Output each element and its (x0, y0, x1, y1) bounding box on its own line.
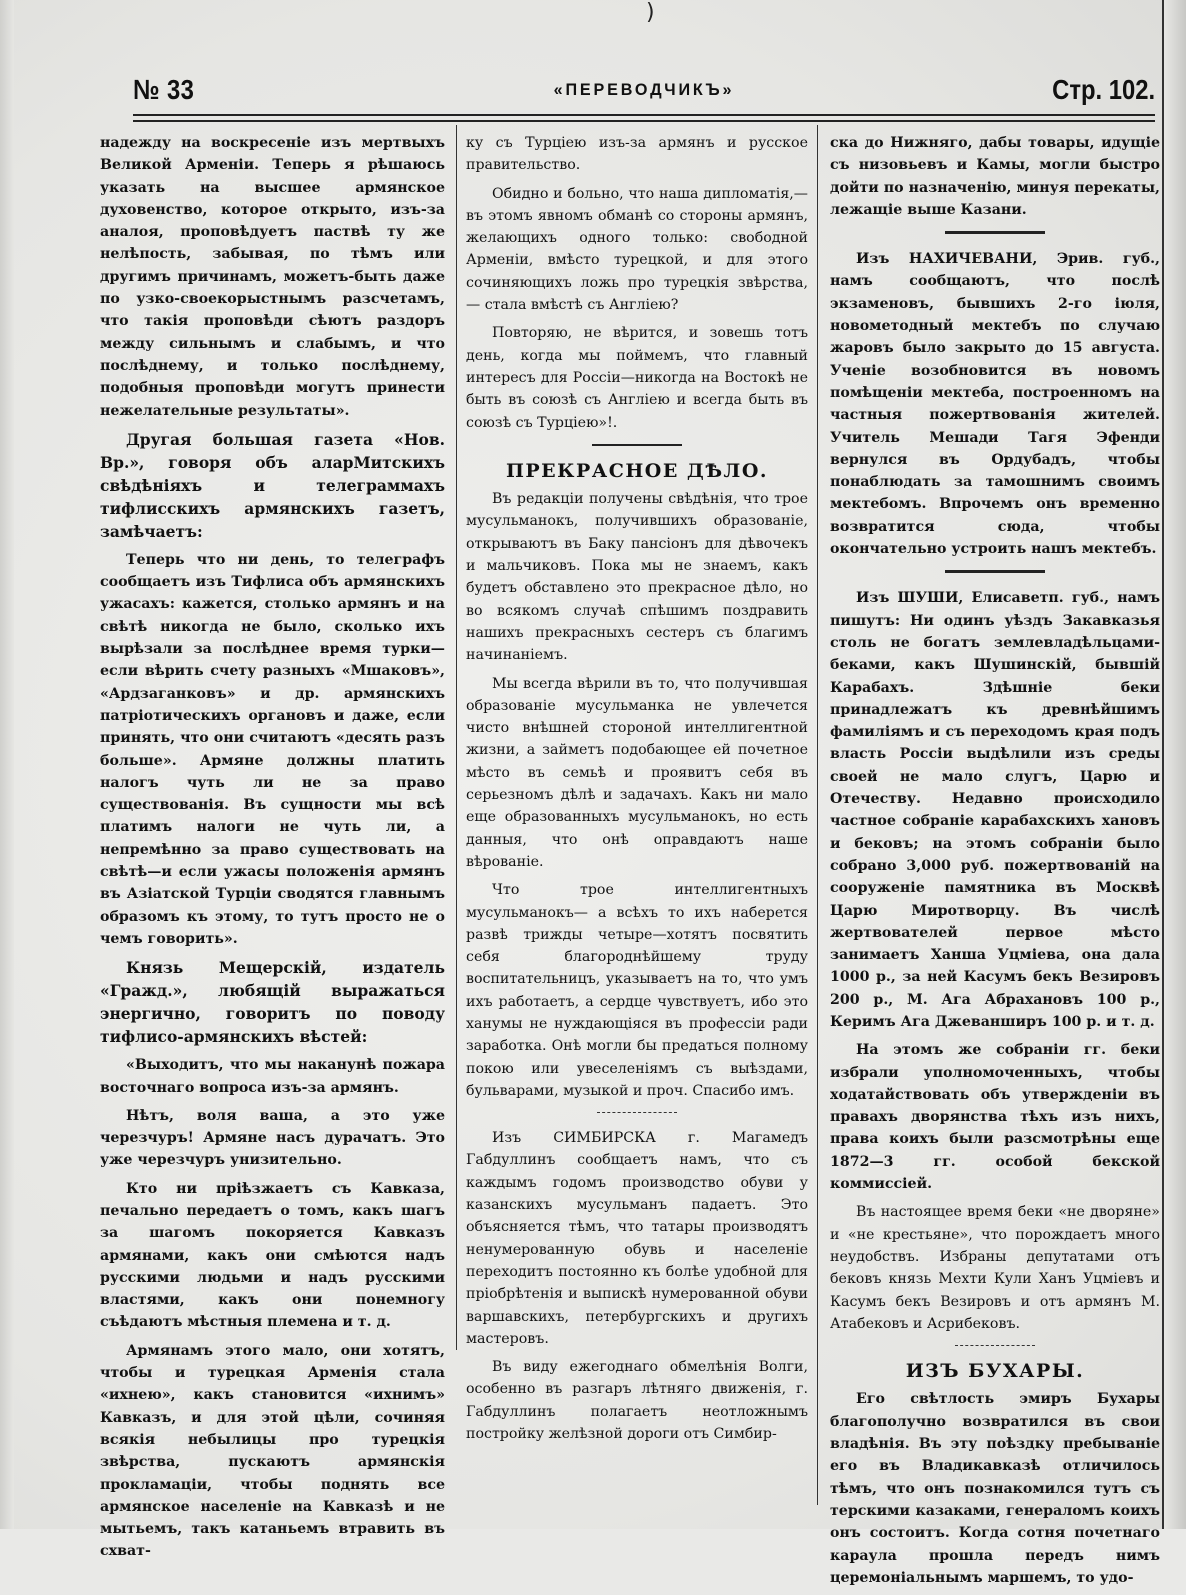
section-separator (597, 1112, 677, 1113)
news-paragraph: Въ настоящее время беки «не дворяне» и «не крестьяне», что порождаетъ много неудобствъ. Избраны депутатами отъ бековъ князь Мехти Кули Ханъ Уцміевъ и Касумъ бекъ Везировъ и отъ армянъ М. Атабековъ и Асрибековъ. (830, 1204, 1160, 1332)
quote-paragraph: Повторяю, не вѣрится, и зовешь тотъ день, когда мы поймемъ, что главный интересъ для Россіи—никогда на Востокѣ не быть въ союзѣ съ Англіею и всегда быть въ союзѣ съ Турціею»!. (466, 325, 808, 431)
column-divider (817, 125, 818, 1505)
lead-paragraph: Другая большая газета «Нов. Вр.», говоря объ аларМитскихъ свѣдѣніяхъ и телеграммахъ тифлисскихъ армянскихъ газетъ, замѣчаетъ: (100, 429, 445, 541)
article-paragraph: Мы всегда вѣрили въ то, что получившая образованіе мусульманка не увлечется чисто внѣшней стороной интеллигентной жизни, а займетъ подобающее ей почетное мѣсто въ семьѣ и проявитъ себя въ серьезномъ дѣлѣ и задачахъ. Какъ ни мало еще образованныхъ мусульманокъ, но есть данныя, что онѣ оправдаютъ наше вѣрованіе. (466, 675, 808, 870)
column-divider (456, 125, 457, 1350)
article-paragraph: Что трое интеллигентныхъ мусульманокъ— а всѣхъ то ихъ наберется развѣ трижды четыре—хотятъ посвятить себя благороднѣйшему труду воспитательницъ, указываетъ на то, что умъ ихъ работаетъ, а сердце чувствуетъ, ибо это ханумы не нуждающіяся въ профессіи ради заработка. Онѣ могли бы предаться полному покою или увеселеніямъ съ выѣздами, бульварами, музыкой и проч. Спасибо имъ. (466, 882, 808, 1099)
paragraph: ку съ Турціею изъ-за армянъ и русское правительство. (466, 135, 808, 174)
scan-mark: ) (646, 0, 655, 25)
section-separator (592, 444, 682, 446)
issue-number: № 33 (133, 74, 195, 105)
article-heading: ПРЕКРАСНОЕ ДѢЛО. (505, 459, 769, 482)
article-paragraph: Въ редакціи получены свѣдѣнія, что трое мусульманокъ, получившихъ образованіе, открываютъ въ Баку пансіонъ для дѣвочекъ и мальчиковъ. Пока мы не знаемъ, какъ будетъ обставлено это прекрасное дѣло, но во всякомъ случаѣ спѣшимъ поздравить нашихъ прекрасныхъ сестеръ съ благимъ начинаніемъ. (466, 491, 808, 664)
news-paragraph: На этомъ же собраніи гг. беки избрали уполномоченныхъ, чтобы ходатайствовать объ утвержденіи въ правахъ дворянства тѣхъ изъ нихъ, права коихъ были разсмотрѣны еще 1872—3 гг. особой бекской коммиссіей. (830, 1042, 1160, 1193)
column-middle (466, 132, 808, 1451)
column-right (830, 132, 1160, 1595)
section-separator (955, 1345, 1035, 1346)
quote-paragraph: Кто ни пріѣзжаетъ съ Кавказа, печально передаетъ о томъ, какъ шагъ за шагомъ покоряется Кавказъ армянами, какъ они смѣются надъ русскими людьми и надъ русскими властями, какъ они понемногу съѣдаютъ мѣстныя племена и т. д. (100, 1180, 445, 1331)
section-separator (945, 231, 1045, 234)
news-paragraph: Въ виду ежегоднаго обмелѣнія Волги, особенно въ разгаръ лѣтняго движенія, г. Габдуллинъ полагаетъ неотложнымъ постройку желѣзной дороги отъ Симбир- (466, 1359, 808, 1443)
section-separator (945, 570, 1045, 573)
news-paragraph: Изъ НАХИЧЕВАНИ, Эрив. губ., намъ сообщаютъ, что послѣ экзаменовъ, бывшихъ 2-го іюля, новометодный мектебъ по случаю жаровъ было закрыто до 15 августа. Ученіе возобновится въ новомъ помѣщеніи мектеба, построенномъ на частныя пожертвованія жителей. Учитель Мешади Тагя Эфенди вернулся въ Ордубадъ, чтобы понаблюдать за тамошнимъ своимъ мектебомъ. Впрочемъ онъ временно возвратится сюда, чтобы окончательно устроить нашъ мектебъ. (830, 251, 1160, 558)
quote-paragraph: Армянамъ этого мало, они хотятъ, чтобы и турецкая Арменія стала «ихнею», какъ становится «ихнимъ» Кавказъ, и для этой цѣли, сочиняя всякія небылицы про турецкія звѣрства, пускаютъ армянскія прокламаціи, чтобы поднять все армянское населеніе на Кавказѣ и не мытьемъ, такъ катаньемъ втравить въ схват- (100, 1342, 445, 1560)
article-heading: ИЗЪ БУХАРЫ. (905, 1360, 1085, 1383)
quote-paragraph: Теперь что ни день, то телеграфъ сообщаетъ изъ Тифлиса объ армянскихъ ужасахъ: кажется, столько армянъ и на свѣтѣ никогда не было, сколько ихъ вырѣзали за послѣднее время турки—если вѣрить счету разныхъ «Мшаковъ», «Ардзаганковъ» и др. армянскихъ патріотическихъ органовъ и даже, если принять, что они считаютъ «десять разъ больше». Армяне должны платить налогъ чуть ли не за право существованія. Въ сущности мы всѣ платимъ налоги не чуть ли, а непремѣнно за право существовать на свѣтѣ—и если ужасы положенія армянъ въ Азіатской Турціи сводятся главнымъ образомъ къ этому, то тутъ просто не о чемъ говорить». (100, 551, 445, 947)
page-edge-left (0, 0, 14, 1529)
article-paragraph: Его свѣтлость эмиръ Бухары благополучно возвратился въ свои владѣнія. Въ эту поѣздку пребываніе его въ Владикавказѣ отличилось тѣмъ, что онъ познакомился тутъ съ терскими казаками, генераломъ коихъ онъ состоитъ. Когда сотня почетнаго караула прошла передъ нимъ церемоніальнымъ маршемъ, то удо- (830, 1391, 1160, 1586)
page-number: Стр. 102. (1052, 74, 1155, 105)
quote-paragraph: «Выходитъ, что мы наканунѣ пожара восточнаго вопроса изъ-за армянъ. (100, 1057, 445, 1096)
news-paragraph: Изъ СИМБИРСКА г. Магамедъ Габдуллинъ сообщаетъ намъ, что съ каждымъ годомъ производство обуви у казанскихъ мусульманъ падаетъ. Это объясняется тѣмъ, что татары производятъ ненумерованную обувь и населеніе переходитъ постоянно къ болѣе удобной для пріобрѣтенія и выпискѣ нумерованной обуви варшавскихъ, петербургскихъ и другихъ мастеровъ. (466, 1130, 808, 1347)
quote-paragraph: Обидно и больно, что наша дипломатія,—въ этомъ явномъ обманѣ со стороны армянъ, желающихъ одного только: свободной Арменіи, вмѣсто турецкой, и для этого сочиняющихъ ложь про турецкія звѣрства, — стала вмѣстѣ съ Англіею? (466, 185, 808, 314)
page-edge-right (1162, 0, 1186, 1529)
masthead-rule (133, 114, 1155, 124)
masthead (133, 74, 1155, 114)
news-paragraph: Изъ ШУШИ, Елисаветп. губ., намъ пишутъ: Ни одинъ уѣздъ Закавказья столь не богатъ землевладѣльцами-беками, какъ Шушинскій, бывшій Карабахъ. Здѣшніе беки принадлежатъ къ древнѣйшимъ фамиліямъ и съ переходомъ края подъ власть Россіи выдѣлили изъ среды своей не мало слугъ, Царю и Отечеству. Недавно происходило частное собраніе карабахскихъ хановъ и бековъ; на этомъ собраніи было собрано 3,000 руб. пожертвованій на сооруженіе памятника въ Москвѣ Царю Миротворцу. Въ числѣ жертвователей первое мѣсто занимаетъ Ханша Уцміева, она дала 1000 р., за ней Касумъ бекъ Везировъ 200 р., М. Ага Абрахановъ 100 р., Керимъ Ага Джеванширъ 100 р. и т. д. (830, 590, 1160, 1030)
paragraph: надежду на воскресеніе изъ мертвыхъ Великой Арменіи. Теперь я рѣшаюсь указать на высшее армянское духовенство, которое открыто, изъ-за аналоя, проповѣдуетъ паствѣ ту же нелѣпость, забывая, по тѣмъ или другимъ причинамъ, можетъ-быть даже по узко-своекорыстнымъ разсчетамъ, что такія проповѣди сѣютъ раздоръ между сильнымъ и слабымъ, и что послѣднему, и только послѣднему, подобныя проповѣди могутъ принести нежелательные результаты». (100, 135, 445, 419)
lead-paragraph: Князь Мещерскій, издатель «Гражд.», любящій выражаться энергично, говоритъ по поводу тифлисо-армянскихъ вѣстей: (100, 958, 445, 1047)
column-left (100, 132, 445, 1569)
paragraph: ска до Нижняго, дабы товары, идущіе съ низовьевъ и Камы, могли быстро дойти по назначенію, минуя перекаты, лежащіе выше Казани. (830, 135, 1160, 218)
newspaper-title: «ПЕРЕВОДЧИКЪ» (553, 80, 735, 99)
quote-paragraph: Нѣтъ, воля ваша, а это уже черезчуръ! Армяне насъ дурачатъ. Это уже черезчуръ унизительно. (100, 1107, 445, 1169)
